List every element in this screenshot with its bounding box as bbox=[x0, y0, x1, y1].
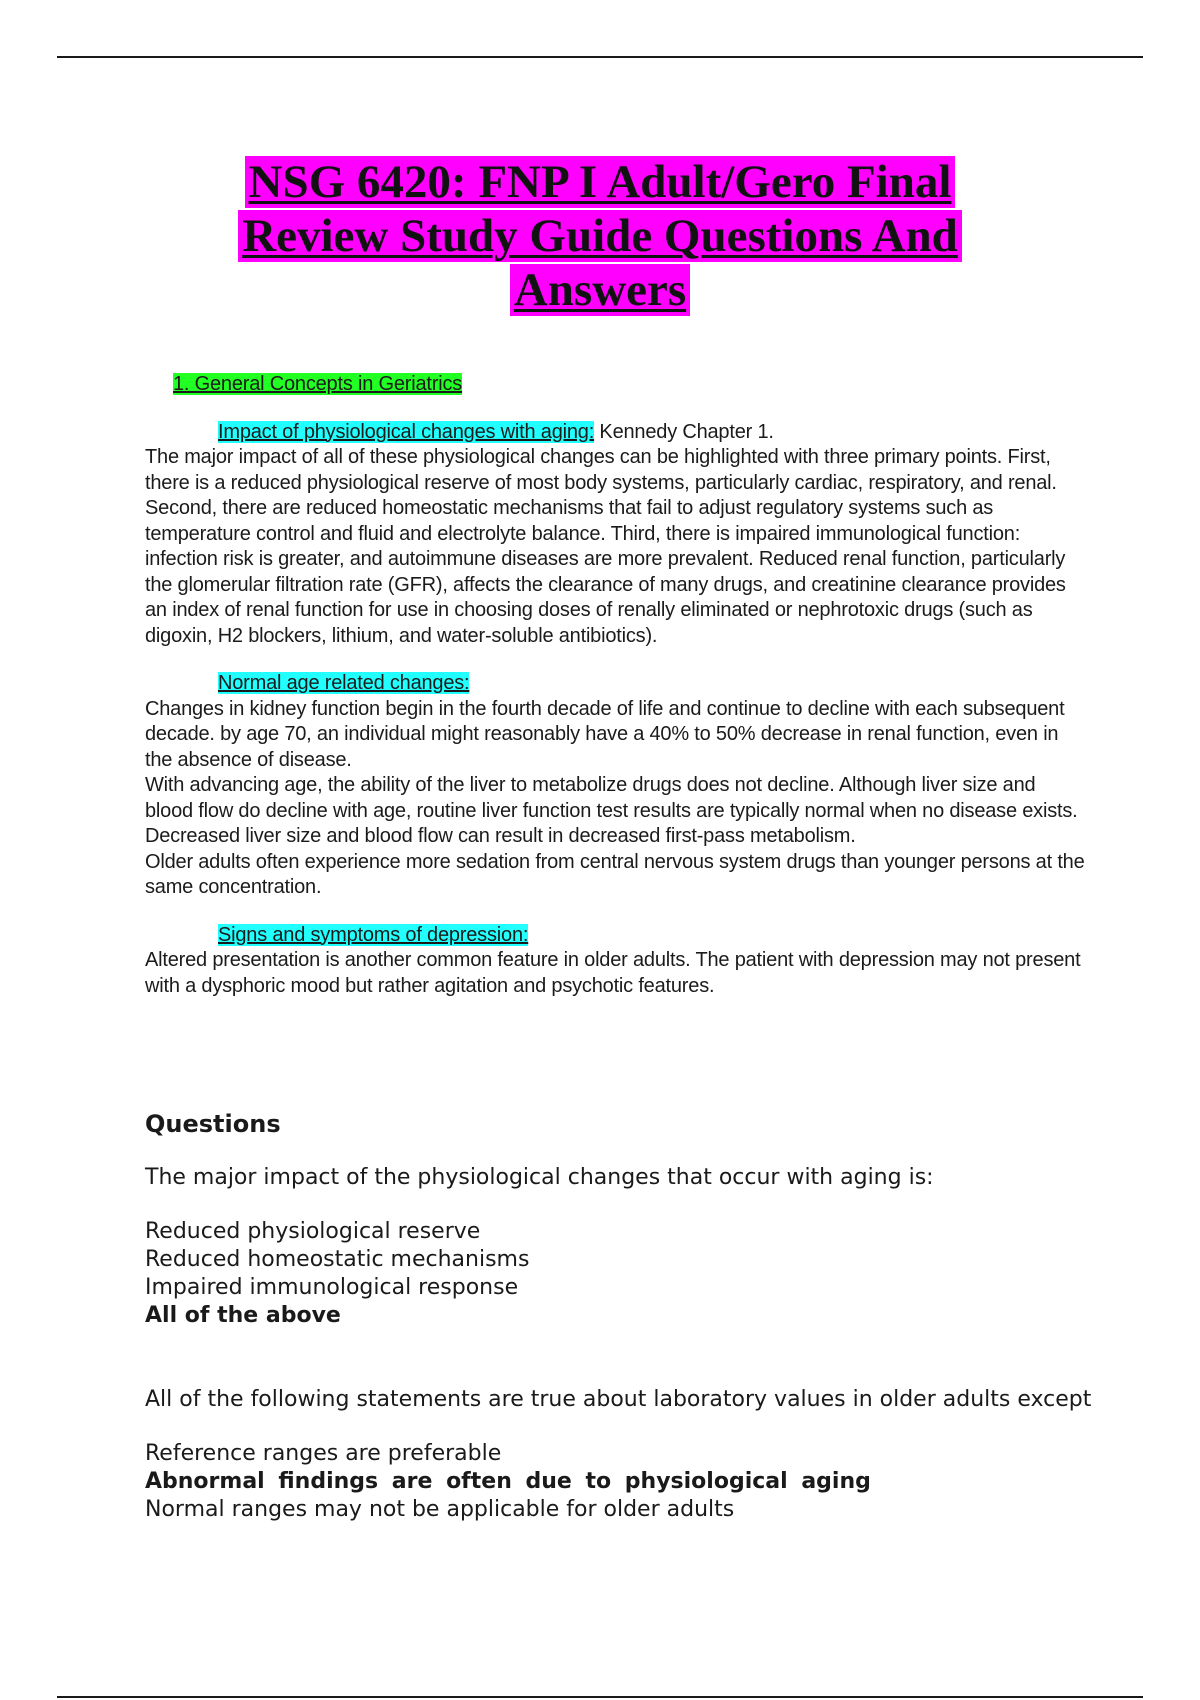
question-stem: All of the following statements are true about laboratory values in older adults except bbox=[145, 1387, 1092, 1412]
title-line-2: Review Study Guide Questions And bbox=[238, 210, 962, 262]
correct-answer-option: Abnormal findings are often due to physiological aging bbox=[145, 1469, 871, 1494]
answer-option: Reduced homeostatic mechanisms bbox=[145, 1247, 530, 1272]
topic-normal-age-changes bbox=[145, 671, 1085, 901]
topic-paragraph: The major impact of all of these physiological changes can be highlighted with three primary points. First, there is a reduced physiological reserve of most body systems, particularly cardiac, respiratory, and renal. Second, there are reduced homeostatic mechanisms that fail to adjust regulatory systems such as temperature control and fluid and electrolyte balance. Third, there is impaired immunological function: infection risk is greater, and autoimmune diseases are more prevalent. Reduced renal function, particularly the glomerular filtration rate (GFR), affects the clearance of many drugs, and creatinine clearance provides an index of renal function for use in choosing doses of renally eliminated or nephrotoxic drugs (such as digoxin, H2 blockers, lithium, and water-soluble antibiotics). bbox=[145, 446, 1066, 647]
topic-heading-suffix: Kennedy Chapter 1. bbox=[594, 420, 774, 443]
topic-heading-text: Normal age related changes: bbox=[218, 672, 470, 694]
topic-heading-text: Impact of physiological changes with aging: bbox=[218, 420, 595, 443]
topic-paragraph: With advancing age, the ability of the liver to metabolize drugs does not decline. Although liver size and blood flow do decline with age, routine liver function test results are typically normal when no disease exists. Decreased liver size and blood flow can result in decreased first-pass metabolism. bbox=[145, 774, 1078, 847]
title-line-1: NSG 6420: FNP I Adult/Gero Final bbox=[245, 156, 956, 208]
topic-heading-text: Signs and symptoms of depression: bbox=[218, 923, 529, 946]
topic-paragraph: Altered presentation is another common feature in older adults. The patient with depression may not present with a dysphoric mood but rather agitation and psychotic features. bbox=[145, 949, 1081, 997]
section-heading-text: 1. General Concepts in Geriatrics bbox=[173, 373, 463, 395]
answer-option: Impaired immunological response bbox=[145, 1275, 519, 1300]
question-options bbox=[145, 1218, 1105, 1330]
answer-option: Normal ranges may not be applicable for older adults bbox=[145, 1497, 735, 1522]
study-guide-section bbox=[145, 372, 1085, 1021]
topic-depression bbox=[145, 923, 1085, 1000]
topic-paragraph: Older adults often experience more sedation from central nervous system drugs than younger persons at the same concentration. bbox=[145, 850, 1085, 898]
correct-answer-option: All of the above bbox=[145, 1303, 341, 1328]
questions-heading: Questions bbox=[145, 1110, 281, 1138]
topic-heading bbox=[218, 923, 1085, 949]
topic-paragraph: Changes in kidney function begin in the fourth decade of life and continue to decline with each subsequent decade. by age 70, an individual might reasonably have a 40% to 50% decrease in renal function, even in the absence of disease. bbox=[145, 697, 1065, 771]
question-stem: The major impact of the physiological changes that occur with aging is: bbox=[145, 1165, 934, 1190]
topic-physiological-changes bbox=[145, 420, 1085, 650]
document-title bbox=[0, 155, 1200, 317]
section-heading bbox=[173, 372, 1085, 398]
spacer bbox=[145, 1330, 1105, 1386]
answer-option: Reduced physiological reserve bbox=[145, 1219, 481, 1244]
answer-option: Reference ranges are preferable bbox=[145, 1441, 502, 1466]
bottom-rule bbox=[57, 1696, 1143, 1698]
top-rule bbox=[57, 56, 1143, 58]
topic-heading bbox=[218, 671, 1085, 697]
question-options bbox=[145, 1440, 1105, 1524]
topic-heading bbox=[218, 420, 1085, 446]
questions-section bbox=[145, 1110, 1105, 1524]
title-line-3: Answers bbox=[510, 264, 690, 316]
